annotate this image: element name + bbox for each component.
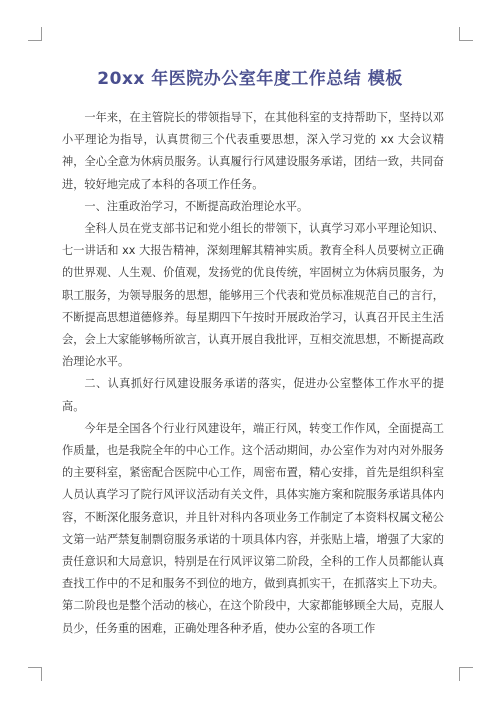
crop-mark-top-right-h [459,40,473,41]
document-title: 20xx 年医院办公室年度工作总结 模板 [97,69,403,89]
document-body [62,107,444,640]
crop-mark-bottom-right-h [459,667,473,668]
crop-mark-bottom-left-v [41,667,42,681]
paragraph-section-2: 今年是全国各个行业行风建设年，端正行风，转变工作作风，全面提高工作质量，也是我院全年的中心工作。这个活动期间，办公室作为对内对外服务的主要科室，紧密配合医院中心工作，周密布置，精心安排，首先是组织科室人员认真学习了院行风评议活动有关文件，具体实施方案和院服务承诺具体内容，不断深化服务意识，并且针对科内各项业务工作制定了本资料权属文秘公文第一站严禁复制剽窃服务承诺的十项具体内容，并张贴上墙，增强了大家的责任意识和大局意识，特别是在行风评议第二阶段，全科的工作人员都能认真查找工作中的不足和服务不到位的地方，做到真抓实干，在抓落实上下功夫。第二阶段也是整个活动的核心，在这个阶段中，大家都能够顾全大局，克服人员少，任务重的困难，正确处理各种矛盾，使办公室的各项工作 [62,421,444,635]
section-heading-2: 二、认真抓好行风建设服务承诺的落实，促进办公室整体工作水平的提高。 [62,377,444,413]
section-heading-1: 一、注重政治学习，不断提高政治理论水平。 [84,199,309,213]
paragraph-section-1: 全科人员在党支部书记和党小组长的带领下，认真学习邓小平理论知识、七一讲话和 xx 大报告精神，深刻理解其精神实质。教育全科人员要树立正确的世界观、人生观、价值观，发扬党的优良传统，牢固树立为休病员服务，为职工服务，为领导服务的思想，能够用三个代表和党员标准规范自己的言行，不断提高思想道德修养。每星期四下午按时开展政治学习，认真召开民主生活会，会上大家能够畅所欲言，认真开展自我批评，互相交流思想，不断提高政治理论水平。 [62,222,444,369]
crop-mark-top-left-h [28,40,42,41]
paragraph-intro: 一年来，在主管院长的带领指导下，在其他科室的支持帮助下，坚持以邓小平理论为指导，认真贯彻三个代表重要思想，深入学习党的 xx 大会议精神，全心全意为休病员服务。认真履行行风建设服务承诺，团结一致，共同奋进，较好地完成了本科的各项工作任务。 [62,111,444,191]
crop-mark-top-right-v [459,27,460,41]
crop-mark-bottom-left-h [28,667,42,668]
crop-mark-top-left-v [41,27,42,41]
crop-mark-bottom-right-v [459,667,460,681]
